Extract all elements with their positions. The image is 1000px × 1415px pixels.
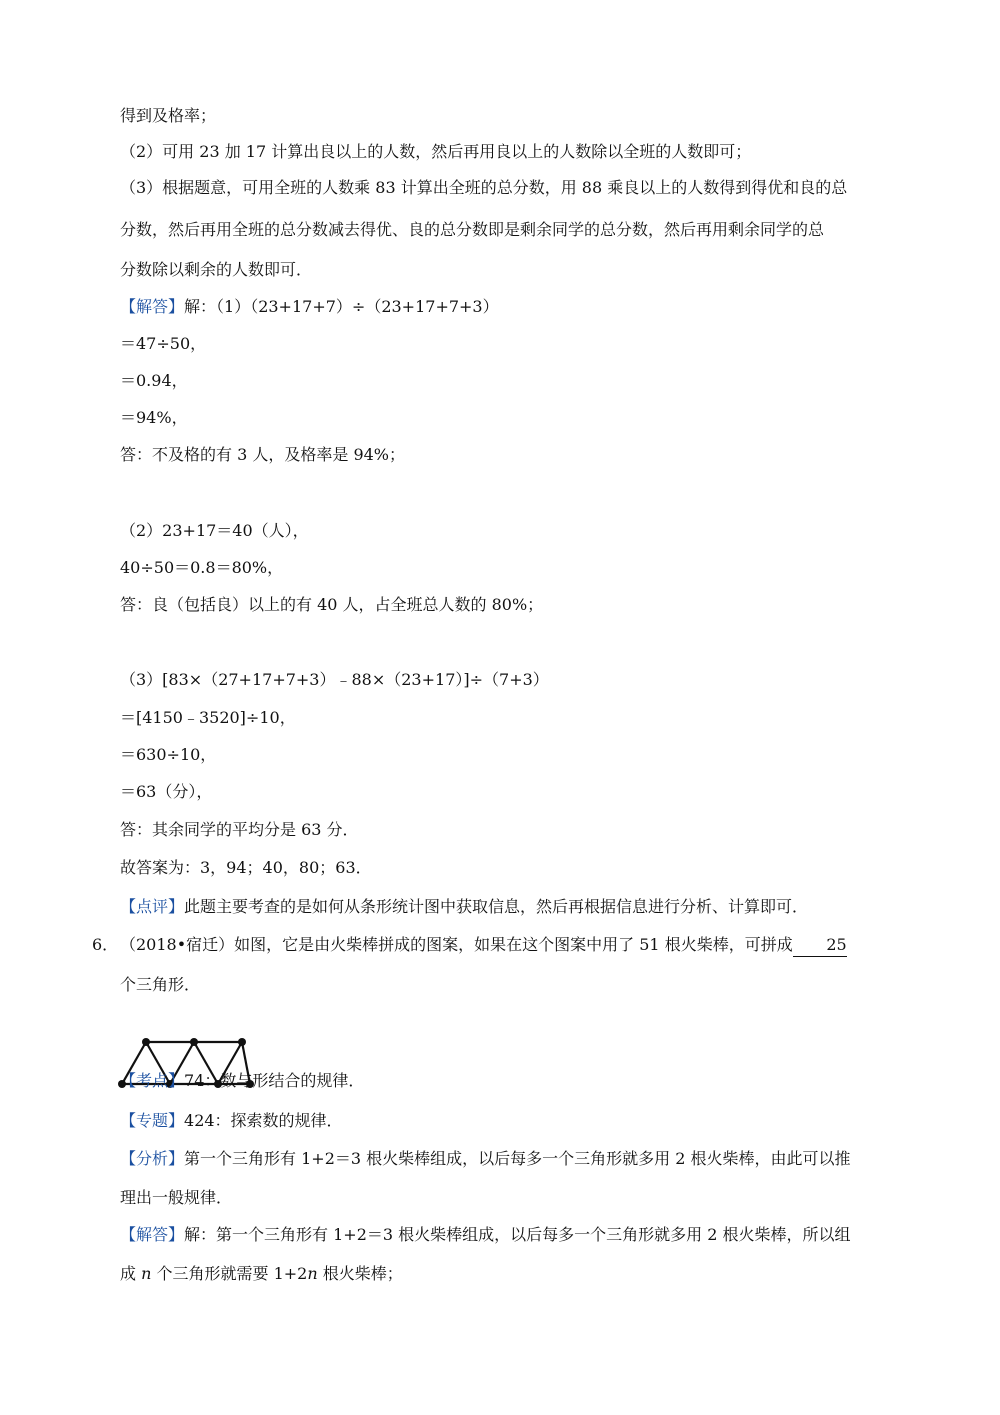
jieda-text-2b: 个三角形就需要 1+2: [151, 1264, 308, 1283]
review-tag: 【点评】: [120, 897, 185, 916]
question-stem-end: 个三角形．: [120, 975, 201, 994]
fenxi-line-2: 理出一般规律．: [120, 1188, 233, 1207]
part1-answer: 答：不及格的有 3 人，及格率是 94%；: [120, 445, 406, 464]
part2-step-2: 40÷50＝0.8＝80%，: [120, 558, 284, 577]
part1-step-1: ＝47÷50，: [120, 334, 207, 353]
question-stem-text: （2018•宿迁）如图，它是由火柴棒拼成的图案，如果在这个图案中用了 51 根火柴棒，可拼成: [120, 935, 793, 954]
fenxi-text: 第一个三角形有 1+2＝3 根火柴棒组成，以后每多一个三角形就多用 2 根火柴棒，由此可以推: [184, 1149, 851, 1168]
part1-step-3: ＝94%，: [120, 408, 188, 427]
jieda-text-2a: 成: [120, 1264, 142, 1283]
solution-text: 解：（1）（23+17+7）÷（23+17+7+3）: [184, 297, 499, 316]
analysis-line-4: 分数，然后再用全班的总分数减去得优、良的总分数即是剩余同学的总分数，然后再用剩余同学的总: [120, 220, 825, 239]
analysis-line-1: 得到及格率；: [120, 106, 217, 125]
part3-step-2: ＝[4150﹣3520]÷10，: [120, 708, 296, 727]
part3-step-3: ＝630÷10，: [120, 745, 217, 764]
zhuanti-line: [120, 1110, 343, 1132]
kaodian-text: 74：数与形结合的规律．: [184, 1071, 365, 1090]
zhuanti-tag: 【专题】: [120, 1111, 185, 1130]
question-number: 6．: [92, 935, 119, 954]
final-answer: 故答案为：3，94；40，80；63．: [120, 858, 372, 877]
jieda-line: [120, 1224, 851, 1246]
zhuanti-text: 424：探索数的规律．: [184, 1111, 343, 1130]
jieda-text: 解：第一个三角形有 1+2＝3 根火柴棒组成，以后每多一个三角形就多用 2 根火柴棒，所以组: [184, 1225, 851, 1244]
solution-line: [120, 296, 499, 318]
analysis-line-2: （2）可用 23 加 17 计算出良以上的人数，然后再用良以上的人数除以全班的人数即可；: [120, 142, 752, 161]
part2-answer: 答：良（包括良）以上的有 40 人，占全班总人数的 80%；: [120, 595, 544, 614]
jieda-line-2: [120, 1263, 403, 1285]
fenxi-tag: 【分析】: [120, 1149, 185, 1168]
fenxi-line: [120, 1148, 851, 1170]
stick-head: [142, 1038, 150, 1046]
review-line: [120, 896, 808, 918]
kaodian-line: [120, 1070, 364, 1092]
part3-answer: 答：其余同学的平均分是 63 分．: [120, 820, 359, 839]
part1-step-2: ＝0.94，: [120, 371, 188, 390]
question-stem: [120, 934, 847, 957]
jieda-text-2c: 根火柴棒；: [317, 1264, 403, 1283]
var-n: n: [141, 1264, 152, 1283]
var-n-2: n: [307, 1264, 318, 1283]
jieda-tag: 【解答】: [120, 1225, 185, 1244]
stick-head: [238, 1038, 246, 1046]
part3-step-1: （3）[83×（27+17+7+3）﹣88×（23+17）]÷（7+3）: [120, 670, 549, 689]
review-text: 此题主要考查的是如何从条形统计图中获取信息，然后再根据信息进行分析、计算即可．: [184, 897, 809, 916]
stick-head: [190, 1038, 198, 1046]
kaodian-tag: 【考点】: [120, 1071, 185, 1090]
solution-tag: 【解答】: [120, 297, 185, 316]
part2-step-1: （2）23+17＝40（人），: [120, 521, 309, 540]
answer-blank: 25: [793, 934, 847, 957]
analysis-line-3: （3）根据题意，可用全班的人数乘 83 计算出全班的总分数，用 88 乘良以上的人数得到得优和良的总: [120, 178, 848, 197]
analysis-line-5: 分数除以剩余的人数即可．: [120, 260, 313, 279]
part3-step-4: ＝63（分），: [120, 782, 213, 801]
